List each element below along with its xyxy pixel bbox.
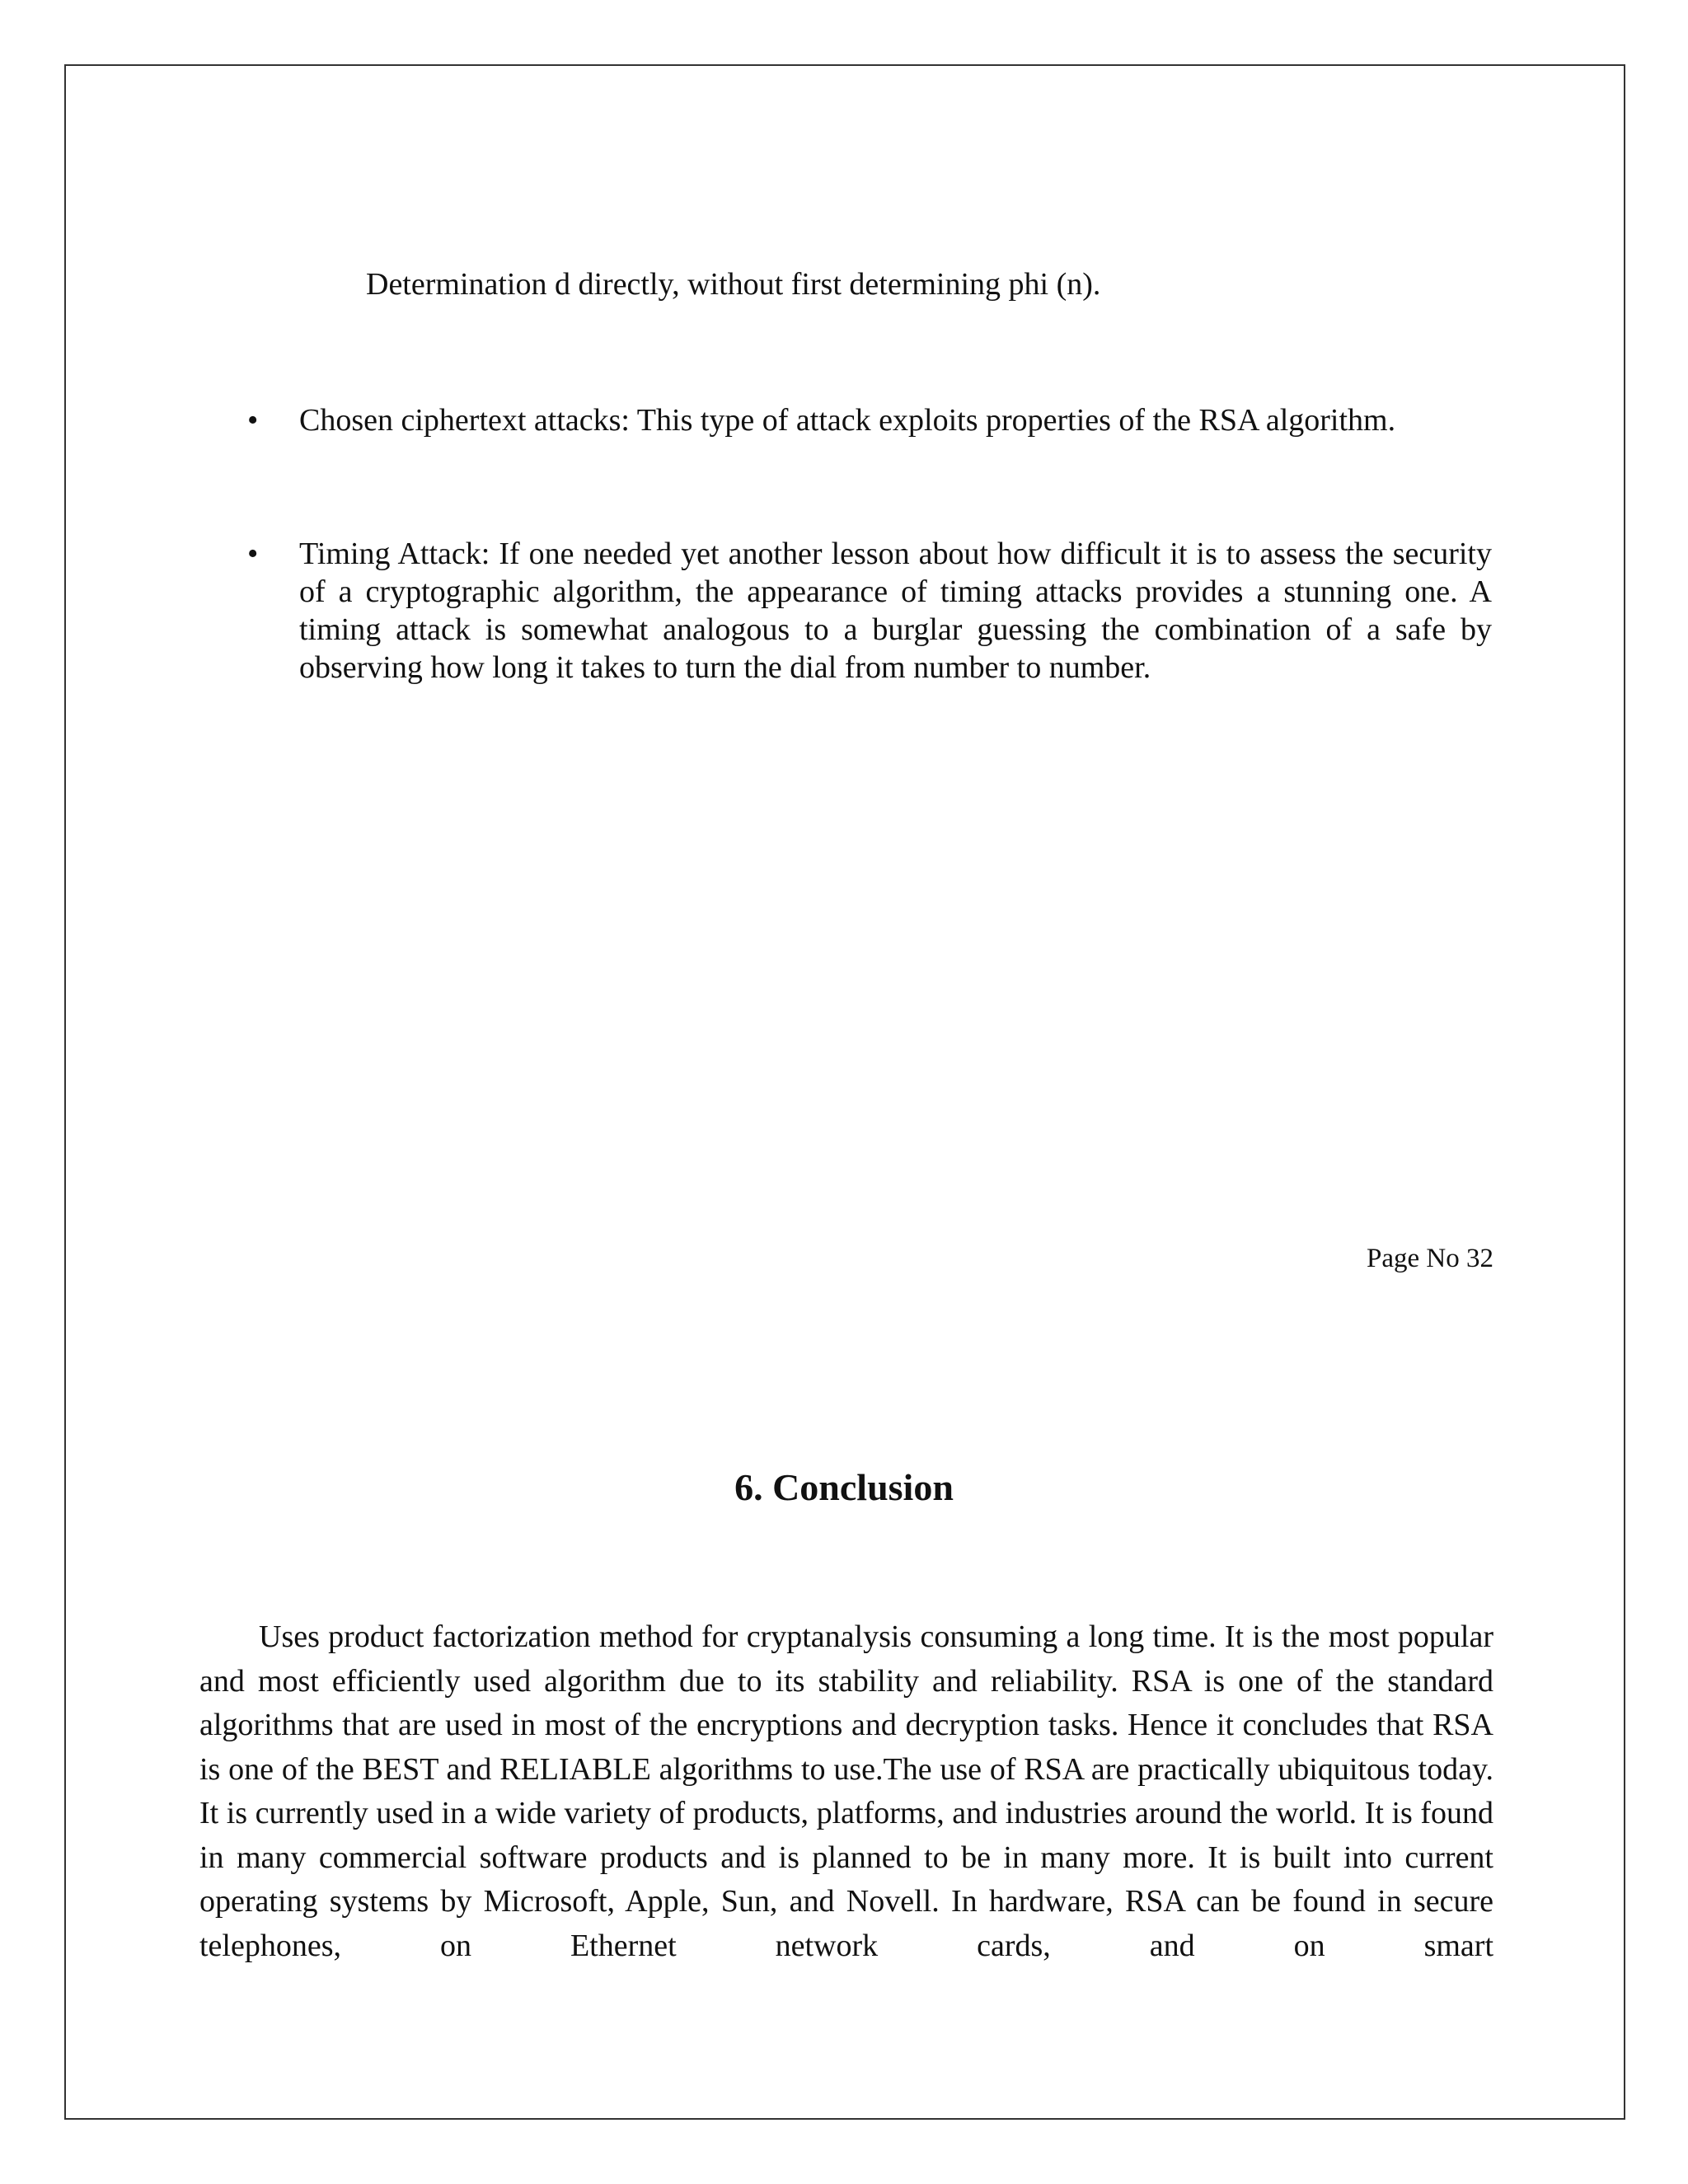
bullet-text: Chosen ciphertext attacks: This type of attack exploits properties of the RSA algorithm. xyxy=(299,403,1396,438)
page-number: Page No 32 xyxy=(1367,1244,1493,1273)
section-heading: 6. Conclusion xyxy=(734,1466,954,1508)
continuation-text: Determination d directly, without first determining phi (n). xyxy=(366,267,1101,302)
conclusion-paragraph: Uses product factorization method for cryptanalysis consuming a long time. It is the most popular and most efficiently used algorithm due to its stability and reliability. RSA is one of the standard algorithms that are used in most of the encryptions and decryption tasks. Hence it concludes that RSA is one of the BEST and RELIABLE algorithms to use.The use of RSA are practically ubiquitous today. It is currently used in a wide variety of products, platforms, and industries around the world. It is found in many commercial software products and is planned to be in many more. It is built into current operating systems by Microsoft, Apple, Sun, and Novell. In hardware, RSA can be found in secure telephones, on Ethernet network cards, and on smart xyxy=(199,1619,1493,1963)
bullet-text: Timing Attack: If one needed yet another lesson about how difficult it is to assess the security of a cryptographic algorithm, the appearance of timing attacks provides a stunning one. A timing attack is somewhat analogous to a burglar guessing the combination of a safe by observing how long it takes to turn the dial from number to number. xyxy=(299,537,1492,685)
bullet-icon: • xyxy=(247,537,259,571)
bullet-icon: • xyxy=(247,403,259,438)
